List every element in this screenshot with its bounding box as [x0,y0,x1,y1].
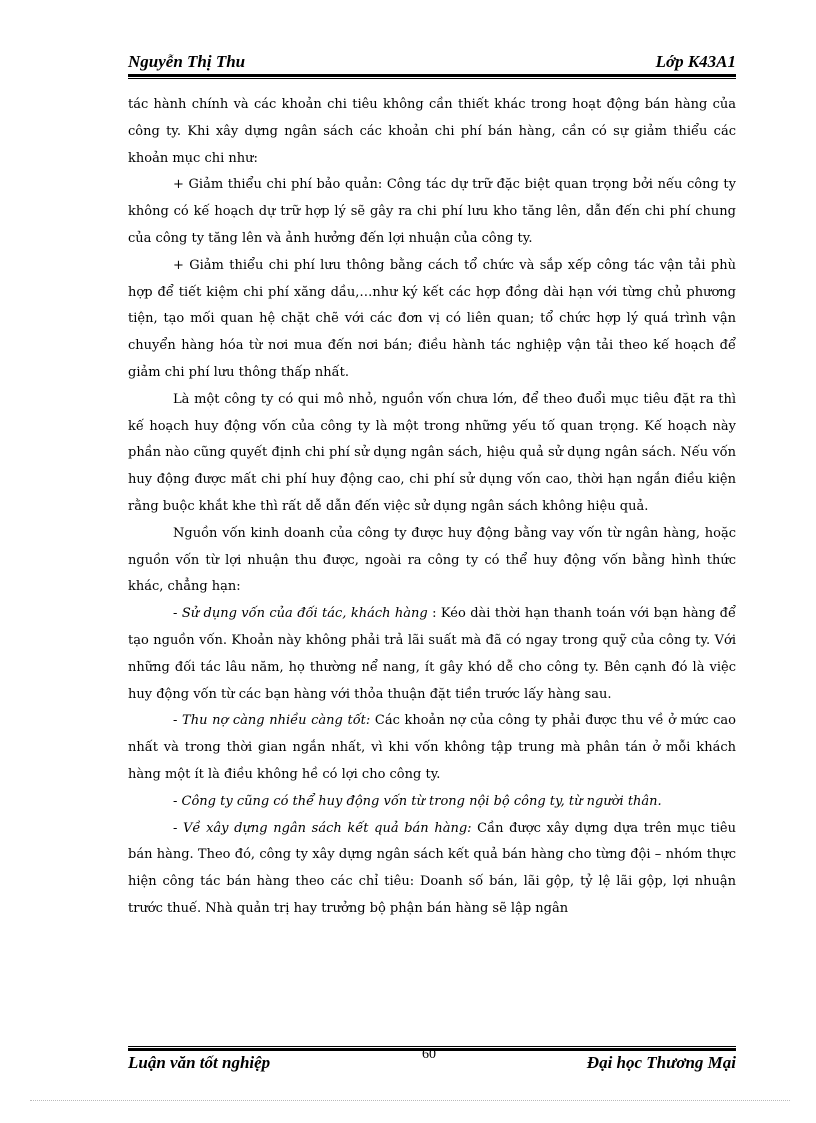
paragraph-6: - Sử dụng vốn của đối tác, khách hàng : Kéo dài thời hạn thanh toán với bạn hàng để tạo nguồn vốn. Khoản này không phải trả lãi suất mà đã có ngay trong quỹ của công ty. Với những đối tác lâu năm, họ thường nể nang, ít gây khó dễ cho công ty. Bên cạnh đó là việc huy động vốn từ các bạn hàng với thỏa thuận đặt tiền trước lấy hàng sau. [128,606,737,702]
footer-thesis-label: Luận văn tốt nghiệp [128,1053,271,1072]
footer-university: Đại học Thương Mại [586,1053,736,1072]
paragraph-7-lead: Thu nợ càng nhiều càng tốt: [182,713,371,729]
page-edge-dotted-line [30,1100,790,1101]
paragraph-2: + Giảm thiểu chi phí bảo quản: Công tác dự trữ đặc biệt quan trọng bởi nếu công ty không có kế hoạch dự trữ hợp lý sẽ gây ra chi phí lưu kho tăng lên, dẫn đến chi phí chung của công ty tăng lên và ảnh hưởng đến lợi nhuận của công ty. [128,177,736,246]
document-body [128,92,736,923]
paragraph-6-lead: Sử dụng vốn của đối tác, khách hàng [181,606,428,622]
paragraph-1: tác hành chính và các khoản chi tiêu không cần thiết khác trong hoạt động bán hàng của công ty. Khi xây dựng ngân sách các khoản chi phí bán hàng, cần có sự giảm thiểu các khoản mục chi như: [128,97,736,166]
header-author: Nguyễn Thị Thu [128,52,246,71]
header-class: Lớp K43A1 [655,52,736,71]
page-footer [128,1047,736,1077]
paragraph-4: Là một công ty có qui mô nhỏ, nguồn vốn chưa lớn, để theo đuổi mục tiêu đặt ra thì kế hoạch huy động vốn của công ty là một trong những yếu tố quan trọng. Kế hoạch này phần nào cũng quyết định chi phí sử dụng ngân sách, hiệu quả sử dụng ngân sách. Nếu vốn huy động được mất chi phí huy động cao, chi phí sử dụng vốn cao, thời hạn ngắn điều kiện rằng buộc khắt khe thì rất dễ dẫn đến việc sử dụng ngân sách không hiệu quả. [128,391,736,514]
paragraph-5: Nguồn vốn kinh doanh của công ty được huy động bằng vay vốn từ ngân hàng, hoặc nguồn vốn từ lợi nhuận thu được, ngoài ra công ty có thể huy động vốn bằng hình thức khác, chẳng hạn: [128,525,736,595]
page-number: 60 [422,1047,436,1062]
paragraph-9-lead: Về xây dựng ngân sách kết quả bán hàng: [183,820,472,836]
paragraph-7: - Thu nợ càng nhiều càng tốt: Các khoản nợ của công ty phải được thu về ở mức cao nhất và trong thời gian ngắn nhất, vì khi vốn không tập trung mà phân tán ở mỗi khách hàng một ít là điều không hề có lợi cho công ty. [128,713,736,782]
header-rule [128,74,736,79]
paragraph-8-lead: Công ty cũng có thể huy động vốn từ trong nội bộ công ty, từ người thân. [181,793,662,809]
paragraph-9: - Về xây dựng ngân sách kết quả bán hàng: Cần được xây dựng dựa trên mục tiêu bán hàng. Theo đó, công ty xây dựng ngân sách kết quả bán hàng cho từng đội – nhóm thực hiện công tác bán hàng theo các chỉ tiêu: Doanh số bán, lãi gộp, tỷ lệ lãi gộp, lợi nhuận trước thuế. Nhà quản trị hay trưởng bộ phận bán hàng sẽ lập ngân [128,820,737,916]
page-header [128,50,736,72]
paragraph-8: - Công ty cũng có thể huy động vốn từ trong nội bộ công ty, từ người thân. [173,793,662,809]
paragraph-3: + Giảm thiểu chi phí lưu thông bằng cách tổ chức và sắp xếp công tác vận tải phù hợp để tiết kiệm chi phí xăng dầu,…như ký kết các hợp đồng dài hạn với từng chủ phương tiện, tạo mối quan hệ chặt chẽ với các đơn vị có liên quan; tổ chức hợp lý quá trình vận chuyển hàng hóa từ nơi mua đến nơi bán; điều hành tác nghiệp vận tải theo kế hoạch để giảm chi phí lưu thông thấp nhất. [128,257,736,380]
